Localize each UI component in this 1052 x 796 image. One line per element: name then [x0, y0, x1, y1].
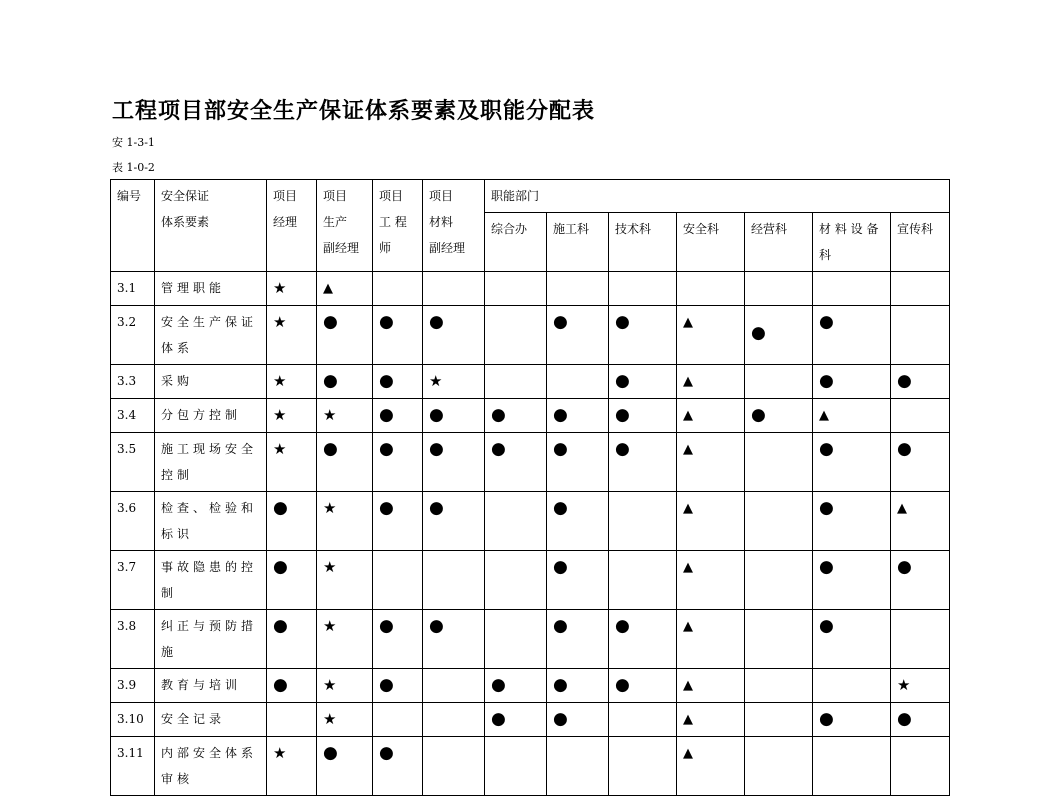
triangle-mark: ▲ [683, 501, 693, 516]
responsibility-cell [677, 703, 745, 737]
table-code: 表 1-0-2 [112, 161, 155, 174]
dot-mark: ● [553, 675, 568, 695]
dot-mark: ● [819, 498, 834, 518]
responsibility-cell [485, 551, 547, 610]
responsibility-cell [677, 492, 745, 551]
triangle-mark: ▲ [683, 560, 693, 575]
responsibility-cell [677, 610, 745, 669]
document-code: 安 1-3-1 [112, 136, 155, 149]
responsibility-cell [745, 365, 813, 399]
responsibility-cell [891, 365, 950, 399]
row-element: 安全生产保证体系 [155, 306, 267, 365]
responsibility-cell [423, 433, 485, 492]
responsibility-cell [677, 551, 745, 610]
responsibility-cell [485, 703, 547, 737]
responsibility-cell [267, 610, 317, 669]
row-element: 采购 [155, 365, 267, 399]
responsibility-cell [609, 433, 677, 492]
responsibility-cell [373, 551, 423, 610]
dot-mark: ● [429, 439, 444, 459]
dot-mark: ● [897, 371, 912, 391]
responsibility-cell [813, 306, 891, 365]
responsibility-cell [267, 399, 317, 433]
responsibility-cell [891, 433, 950, 492]
responsibility-cell [547, 737, 609, 796]
triangle-mark: ▲ [897, 501, 907, 516]
responsibility-cell [485, 610, 547, 669]
responsibility-cell [547, 365, 609, 399]
responsibility-cell [373, 306, 423, 365]
responsibility-cell [317, 551, 373, 610]
dot-mark: ● [273, 498, 288, 518]
responsibility-cell [547, 703, 609, 737]
responsibility-cell [547, 610, 609, 669]
responsibility-cell [745, 272, 813, 306]
row-number: 3.1 [111, 272, 155, 306]
row-element: 安全记录 [155, 703, 267, 737]
dot-mark: ● [553, 709, 568, 729]
responsibility-cell [267, 669, 317, 703]
responsibility-cell [609, 492, 677, 551]
triangle-mark: ▲ [683, 619, 693, 634]
responsibility-cell [609, 669, 677, 703]
header-dept-business: 经营科 [745, 213, 813, 272]
responsibility-cell [609, 610, 677, 669]
responsibility-table [110, 179, 950, 796]
responsibility-cell [745, 669, 813, 703]
responsibility-cell [485, 737, 547, 796]
dot-mark: ● [379, 439, 394, 459]
row-element: 内部安全体系审核 [155, 737, 267, 796]
dot-mark: ● [615, 312, 630, 332]
table-row [111, 492, 950, 551]
dot-mark: ● [819, 709, 834, 729]
triangle-mark: ▲ [683, 442, 693, 457]
dot-mark: ● [323, 371, 338, 391]
dot-mark: ● [273, 616, 288, 636]
responsibility-cell [547, 492, 609, 551]
dot-mark: ● [491, 675, 506, 695]
responsibility-cell [485, 492, 547, 551]
dot-mark: ● [491, 405, 506, 425]
dot-mark: ● [491, 439, 506, 459]
triangle-mark: ▲ [683, 678, 693, 693]
dot-mark: ● [615, 405, 630, 425]
responsibility-cell [677, 365, 745, 399]
dot-mark: ● [751, 405, 766, 425]
responsibility-cell [423, 492, 485, 551]
star-mark: ★ [273, 279, 287, 297]
responsibility-cell [547, 433, 609, 492]
row-element: 教育与培训 [155, 669, 267, 703]
header-element: 安全保证 体系要素 [155, 180, 267, 272]
table-row [111, 551, 950, 610]
dot-mark: ● [615, 675, 630, 695]
responsibility-cell [609, 399, 677, 433]
responsibility-cell [423, 610, 485, 669]
dot-mark: ● [379, 616, 394, 636]
header-no: 编号 [111, 180, 155, 272]
responsibility-cell [609, 365, 677, 399]
row-number: 3.11 [111, 737, 155, 796]
dot-mark: ● [553, 557, 568, 577]
responsibility-cell [423, 399, 485, 433]
triangle-mark: ▲ [683, 712, 693, 727]
responsibility-cell [891, 703, 950, 737]
responsibility-cell [485, 272, 547, 306]
table-row [111, 703, 950, 737]
row-number: 3.3 [111, 365, 155, 399]
dot-mark: ● [491, 709, 506, 729]
responsibility-cell [547, 306, 609, 365]
responsibility-cell [813, 272, 891, 306]
responsibility-cell [813, 703, 891, 737]
dot-mark: ● [897, 439, 912, 459]
dot-mark: ● [429, 405, 444, 425]
dot-mark: ● [323, 439, 338, 459]
responsibility-cell [373, 703, 423, 737]
dot-mark: ● [553, 405, 568, 425]
star-mark: ★ [323, 710, 337, 728]
table-row [111, 610, 950, 669]
dot-mark: ● [429, 616, 444, 636]
responsibility-cell [745, 399, 813, 433]
dot-mark: ● [379, 743, 394, 763]
table-row [111, 737, 950, 796]
dot-mark: ● [379, 312, 394, 332]
row-number: 3.4 [111, 399, 155, 433]
responsibility-cell [891, 492, 950, 551]
dot-mark: ● [323, 312, 338, 332]
header-project-engineer: 项目 工 程 师 [373, 180, 423, 272]
responsibility-cell [373, 610, 423, 669]
triangle-mark: ▲ [683, 746, 693, 761]
responsibility-cell [267, 551, 317, 610]
star-mark: ★ [323, 676, 337, 694]
row-element: 分包方控制 [155, 399, 267, 433]
responsibility-cell [267, 306, 317, 365]
header-dept-safety: 安全科 [677, 213, 745, 272]
dot-mark: ● [615, 439, 630, 459]
responsibility-cell [677, 399, 745, 433]
table-row [111, 365, 950, 399]
star-mark: ★ [323, 617, 337, 635]
responsibility-cell [485, 365, 547, 399]
responsibility-cell [813, 610, 891, 669]
triangle-mark: ▲ [683, 408, 693, 423]
star-mark: ★ [273, 440, 287, 458]
header-production-deputy: 项目 生产 副经理 [317, 180, 373, 272]
dot-mark: ● [615, 616, 630, 636]
responsibility-cell [677, 433, 745, 492]
header-materials-deputy: 项目 材料 副经理 [423, 180, 485, 272]
responsibility-cell [373, 399, 423, 433]
responsibility-cell [423, 737, 485, 796]
responsibility-cell [547, 669, 609, 703]
dot-mark: ● [819, 557, 834, 577]
responsibility-cell [745, 703, 813, 737]
responsibility-cell [373, 272, 423, 306]
dot-mark: ● [379, 371, 394, 391]
responsibility-cell [373, 433, 423, 492]
responsibility-cell [267, 703, 317, 737]
header-dept-equipment: 材 料 设 备 科 [813, 213, 891, 272]
responsibility-cell [609, 306, 677, 365]
responsibility-cell [423, 272, 485, 306]
row-element: 事故隐患的控制 [155, 551, 267, 610]
responsibility-cell [317, 306, 373, 365]
header-dept-admin: 综合办 [485, 213, 547, 272]
header-dept-construction: 施工科 [547, 213, 609, 272]
responsibility-cell [891, 737, 950, 796]
responsibility-cell [813, 669, 891, 703]
responsibility-cell [423, 669, 485, 703]
dot-mark: ● [553, 312, 568, 332]
responsibility-cell [267, 365, 317, 399]
responsibility-cell [813, 365, 891, 399]
responsibility-cell [891, 610, 950, 669]
star-mark: ★ [897, 676, 911, 694]
responsibility-cell [423, 365, 485, 399]
responsibility-cell [485, 306, 547, 365]
dot-mark: ● [897, 557, 912, 577]
table-row [111, 399, 950, 433]
responsibility-cell [373, 737, 423, 796]
responsibility-cell [267, 433, 317, 492]
page-title: 工程项目部安全生产保证体系要素及职能分配表 [112, 98, 596, 124]
responsibility-cell [267, 272, 317, 306]
dot-mark: ● [819, 371, 834, 391]
star-mark: ★ [323, 499, 337, 517]
responsibility-cell [423, 703, 485, 737]
responsibility-cell [891, 551, 950, 610]
row-number: 3.8 [111, 610, 155, 669]
dot-mark: ● [429, 498, 444, 518]
responsibility-cell [677, 306, 745, 365]
row-number: 3.9 [111, 669, 155, 703]
triangle-mark: ▲ [323, 281, 333, 296]
dot-mark: ● [323, 743, 338, 763]
triangle-mark: ▲ [819, 408, 829, 423]
row-number: 3.5 [111, 433, 155, 492]
responsibility-cell [317, 399, 373, 433]
responsibility-cell [317, 669, 373, 703]
table-row [111, 306, 950, 365]
responsibility-cell [317, 492, 373, 551]
responsibility-cell [891, 306, 950, 365]
responsibility-cell [485, 669, 547, 703]
responsibility-cell [745, 306, 813, 365]
row-number: 3.6 [111, 492, 155, 551]
dot-mark: ● [553, 498, 568, 518]
responsibility-cell [317, 610, 373, 669]
row-element: 检查、检验和标识 [155, 492, 267, 551]
dot-mark: ● [615, 371, 630, 391]
responsibility-cell [677, 737, 745, 796]
dot-mark: ● [553, 439, 568, 459]
responsibility-cell [891, 272, 950, 306]
star-mark: ★ [429, 372, 443, 390]
dot-mark: ● [273, 557, 288, 577]
row-number: 3.2 [111, 306, 155, 365]
responsibility-cell [267, 492, 317, 551]
responsibility-cell [677, 669, 745, 703]
responsibility-cell [547, 399, 609, 433]
responsibility-cell [745, 610, 813, 669]
responsibility-cell [813, 737, 891, 796]
responsibility-cell [317, 272, 373, 306]
responsibility-cell [609, 551, 677, 610]
responsibility-cell [813, 433, 891, 492]
responsibility-cell [547, 272, 609, 306]
dot-mark: ● [553, 616, 568, 636]
table-row [111, 669, 950, 703]
star-mark: ★ [273, 744, 287, 762]
row-element: 纠正与预防措施 [155, 610, 267, 669]
responsibility-cell [813, 399, 891, 433]
responsibility-cell [745, 433, 813, 492]
star-mark: ★ [273, 313, 287, 331]
responsibility-cell [609, 272, 677, 306]
responsibility-cell [813, 492, 891, 551]
responsibility-cell [547, 551, 609, 610]
responsibility-cell [267, 737, 317, 796]
star-mark: ★ [323, 558, 337, 576]
row-element: 管理职能 [155, 272, 267, 306]
star-mark: ★ [323, 406, 337, 424]
responsibility-cell [317, 433, 373, 492]
dot-mark: ● [379, 498, 394, 518]
dot-mark: ● [819, 616, 834, 636]
table-row [111, 433, 950, 492]
header-dept-publicity: 宣传科 [891, 213, 950, 272]
responsibility-cell [423, 551, 485, 610]
responsibility-cell [373, 492, 423, 551]
row-number: 3.10 [111, 703, 155, 737]
responsibility-cell [373, 669, 423, 703]
responsibility-cell [609, 703, 677, 737]
row-element: 施工现场安全控制 [155, 433, 267, 492]
responsibility-cell [609, 737, 677, 796]
triangle-mark: ▲ [683, 374, 693, 389]
header-row-1 [111, 180, 950, 213]
dot-mark: ● [819, 312, 834, 332]
responsibility-cell [373, 365, 423, 399]
responsibility-cell [317, 703, 373, 737]
header-project-manager: 项目 经理 [267, 180, 317, 272]
dot-mark: ● [273, 675, 288, 695]
header-dept-tech: 技术科 [609, 213, 677, 272]
dot-mark: ● [751, 323, 766, 343]
responsibility-cell [485, 399, 547, 433]
responsibility-cell [891, 399, 950, 433]
responsibility-cell [317, 365, 373, 399]
responsibility-cell [745, 551, 813, 610]
star-mark: ★ [273, 406, 287, 424]
responsibility-cell [317, 737, 373, 796]
row-number: 3.7 [111, 551, 155, 610]
responsibility-cell [745, 492, 813, 551]
dot-mark: ● [429, 312, 444, 332]
dot-mark: ● [379, 405, 394, 425]
dot-mark: ● [819, 439, 834, 459]
triangle-mark: ▲ [683, 315, 693, 330]
star-mark: ★ [273, 372, 287, 390]
responsibility-cell [485, 433, 547, 492]
responsibility-cell [423, 306, 485, 365]
responsibility-cell [677, 272, 745, 306]
dot-mark: ● [897, 709, 912, 729]
dot-mark: ● [379, 675, 394, 695]
table-row [111, 272, 950, 306]
responsibility-cell [813, 551, 891, 610]
header-departments: 职能部门 [485, 180, 950, 213]
responsibility-cell [891, 669, 950, 703]
responsibility-cell [745, 737, 813, 796]
